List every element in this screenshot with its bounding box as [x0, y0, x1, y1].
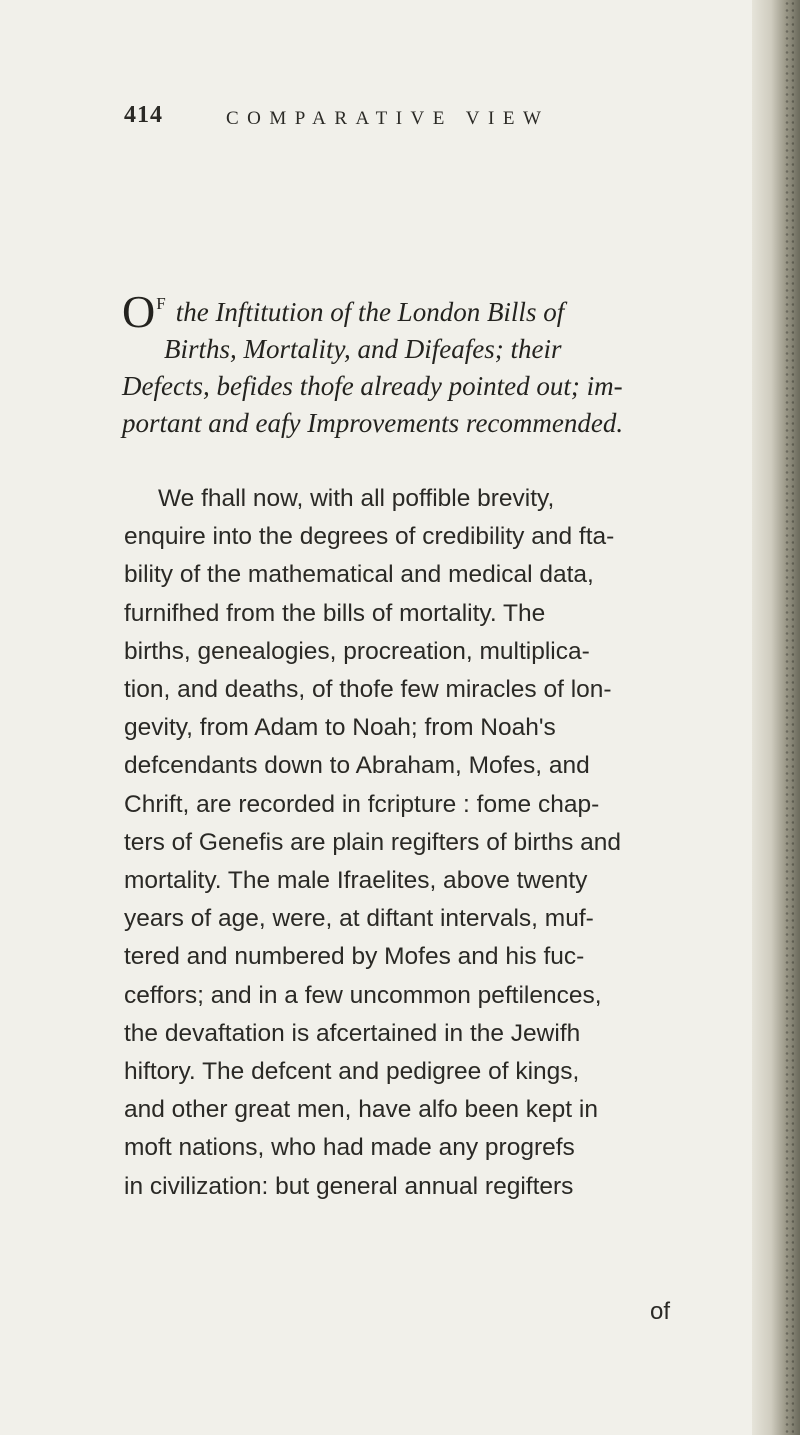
- text-line: ters of Genefis are plain regifters of births and: [124, 828, 622, 856]
- text-line: tered and numbered by Mofes and his fuc-: [124, 943, 585, 971]
- body-paragraph: [124, 480, 704, 1206]
- text-line: bility of the mathematical and medical data,: [124, 561, 594, 589]
- text-line: hiftory. The defcent and pedigree of kings,: [124, 1058, 580, 1086]
- text-line: and other great men, have alfo been kept in: [124, 1096, 598, 1124]
- text-line: gevity, from Adam to Noah; from Noah's: [124, 714, 556, 742]
- text-line: in civilization: but general annual regifters: [124, 1172, 574, 1200]
- page-number: 414: [124, 102, 163, 128]
- text-line: tion, and deaths, of thofe few miracles of lon-: [124, 676, 612, 704]
- running-head: COMPARATIVE VIEW: [226, 108, 550, 129]
- text-line: mortality. The male Ifraelites, above twenty: [124, 867, 588, 895]
- text-line: enquire into the degrees of credibility and fta-: [124, 523, 615, 551]
- text-line: ceffors; and in a few uncommon peftilences,: [124, 981, 602, 1009]
- text-line: Chrift, are recorded in fcripture : fome chap-: [124, 790, 600, 818]
- heading-line: portant and eafy Improvements recommended.: [122, 408, 624, 438]
- heading-line-text: the Inftitution of the London Bills of: [175, 297, 565, 327]
- text-line: births, genealogies, procreation, multiplica-: [124, 637, 590, 665]
- heading-line: [122, 285, 682, 337]
- heading-line: Defects, befides thofe already pointed out; im-: [122, 371, 623, 401]
- binding-edge: [784, 0, 794, 1435]
- text-line: years of age, were, at diftant intervals, muf-: [124, 905, 594, 933]
- section-heading: [122, 285, 682, 442]
- text-line: defcendants down to Abraham, Mofes, and: [124, 752, 590, 780]
- heading-line: Births, Mortality, and Difeafes; their: [164, 334, 562, 364]
- catchword: of: [650, 1298, 671, 1325]
- drop-cap-suffix: F: [156, 294, 166, 313]
- drop-cap: O: [122, 286, 156, 337]
- page-header: [124, 102, 163, 132]
- text-line: furnifhed from the bills of mortality. The: [124, 599, 546, 627]
- text-line: We fhall now, with all poffible brevity,: [158, 485, 555, 512]
- text-line: moft nations, who had made any progrefs: [124, 1134, 575, 1162]
- text-line: the devaftation is afcertained in the Jewifh: [124, 1019, 581, 1047]
